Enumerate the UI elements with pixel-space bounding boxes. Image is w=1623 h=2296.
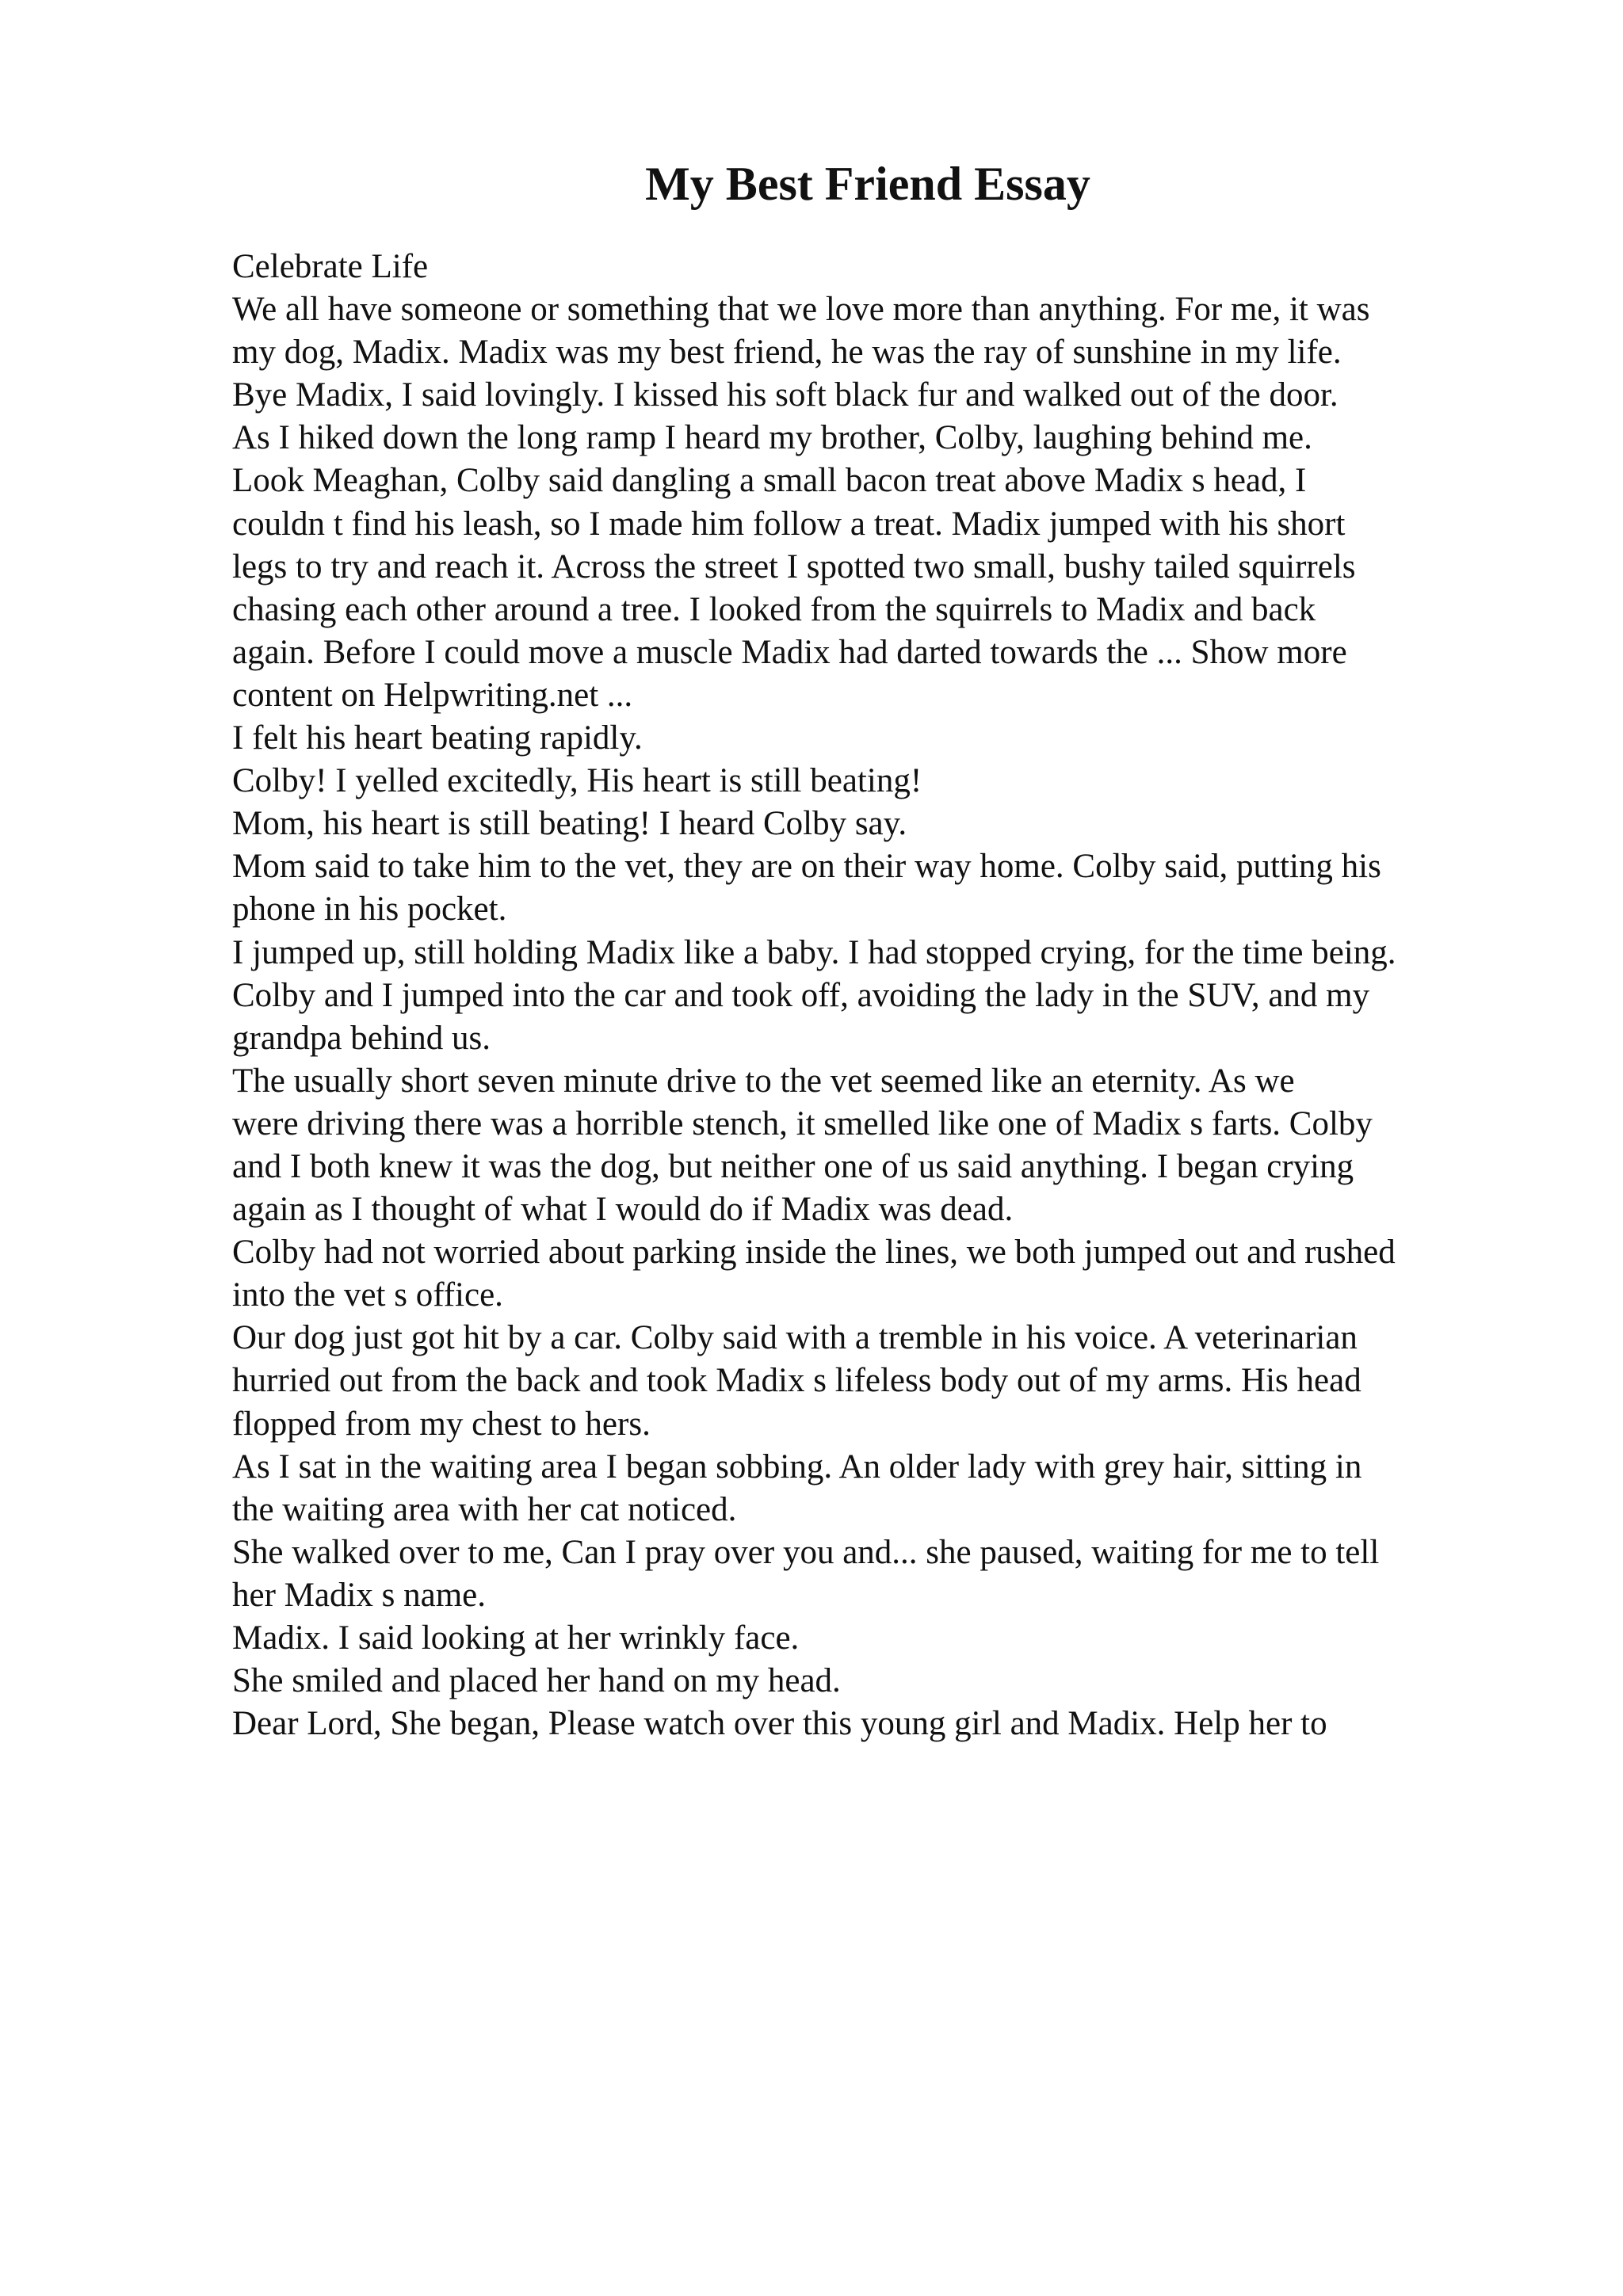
essay-body (232, 246, 1579, 1745)
essay-line: flopped from my chest to hers. (232, 1405, 651, 1443)
essay-line: I jumped up, still holding Madix like a baby. I had stopped crying, for the time being. (232, 933, 1396, 971)
essay-line: Colby had not worried about parking inside the lines, we both jumped out and rushed (232, 1234, 1396, 1272)
essay-line: the waiting area with her cat noticed. (232, 1490, 737, 1528)
document-title: My Best Friend Essay (645, 158, 1090, 210)
essay-line: The usually short seven minute drive to the vet seemed like an eternity. As we (232, 1062, 1295, 1100)
essay-line: Mom, his heart is still beating! I heard Colby say. (232, 805, 907, 843)
essay-line: chasing each other around a tree. I looked from the squirrels to Madix and back (232, 590, 1316, 628)
essay-line: hurried out from the back and took Madix s lifeless body out of my arms. His head (232, 1362, 1361, 1400)
essay-line: Bye Madix, I said lovingly. I kissed his soft black fur and walked out of the door. (232, 376, 1338, 414)
essay-line: were driving there was a horrible stench, it smelled like one of Madix s farts. Colby (232, 1104, 1373, 1142)
essay-line: We all have someone or something that we love more than anything. For me, it was (232, 291, 1370, 329)
essay-line: Celebrate Life (232, 248, 429, 285)
essay-line: my dog, Madix. Madix was my best friend, he was the ray of sunshine in my life. (232, 334, 1342, 372)
essay-line: She smiled and placed her hand on my head. (232, 1662, 841, 1700)
essay-line: into the vet s office. (232, 1276, 503, 1314)
essay-line: Madix. I said looking at her wrinkly face. (232, 1619, 800, 1657)
essay-line: phone in his pocket. (232, 891, 507, 929)
essay-line: As I hiked down the long ramp I heard my brother, Colby, laughing behind me. (232, 419, 1312, 457)
essay-line: Dear Lord, She began, Please watch over this young girl and Madix. Help her to (232, 1705, 1327, 1743)
essay-line: couldn t find his leash, so I made him follow a treat. Madix jumped with his short (232, 505, 1346, 543)
essay-line: and I both knew it was the dog, but neither one of us said anything. I began crying (232, 1147, 1354, 1185)
essay-line: content on Helpwriting.net ... (232, 676, 633, 714)
essay-line: Our dog just got hit by a car. Colby said with a tremble in his voice. A veterinarian (232, 1319, 1358, 1357)
essay-line: Mom said to take him to the vet, they are on their way home. Colby said, putting his (232, 848, 1381, 886)
essay-line: Colby! I yelled excitedly, His heart is still beating! (232, 762, 922, 800)
essay-line: again as I thought of what I would do if Madix was dead. (232, 1191, 1014, 1229)
essay-line: She walked over to me, Can I pray over you and... she paused, waiting for me to tell (232, 1533, 1380, 1571)
essay-line: her Madix s name. (232, 1576, 487, 1614)
essay-line: grandpa behind us. (232, 1019, 491, 1057)
essay-line: again. Before I could move a muscle Madix had darted towards the ... Show more (232, 633, 1347, 671)
essay-line: legs to try and reach it. Across the street I spotted two small, bushy tailed squirrels (232, 547, 1356, 585)
essay-line: I felt his heart beating rapidly. (232, 719, 643, 757)
essay-line: Look Meaghan, Colby said dangling a small bacon treat above Madix s head, I (232, 462, 1307, 500)
essay-line: As I sat in the waiting area I began sobbing. An older lady with grey hair, sitting in (232, 1447, 1362, 1486)
essay-line: Colby and I jumped into the car and took off, avoiding the lady in the SUV, and my (232, 976, 1370, 1014)
